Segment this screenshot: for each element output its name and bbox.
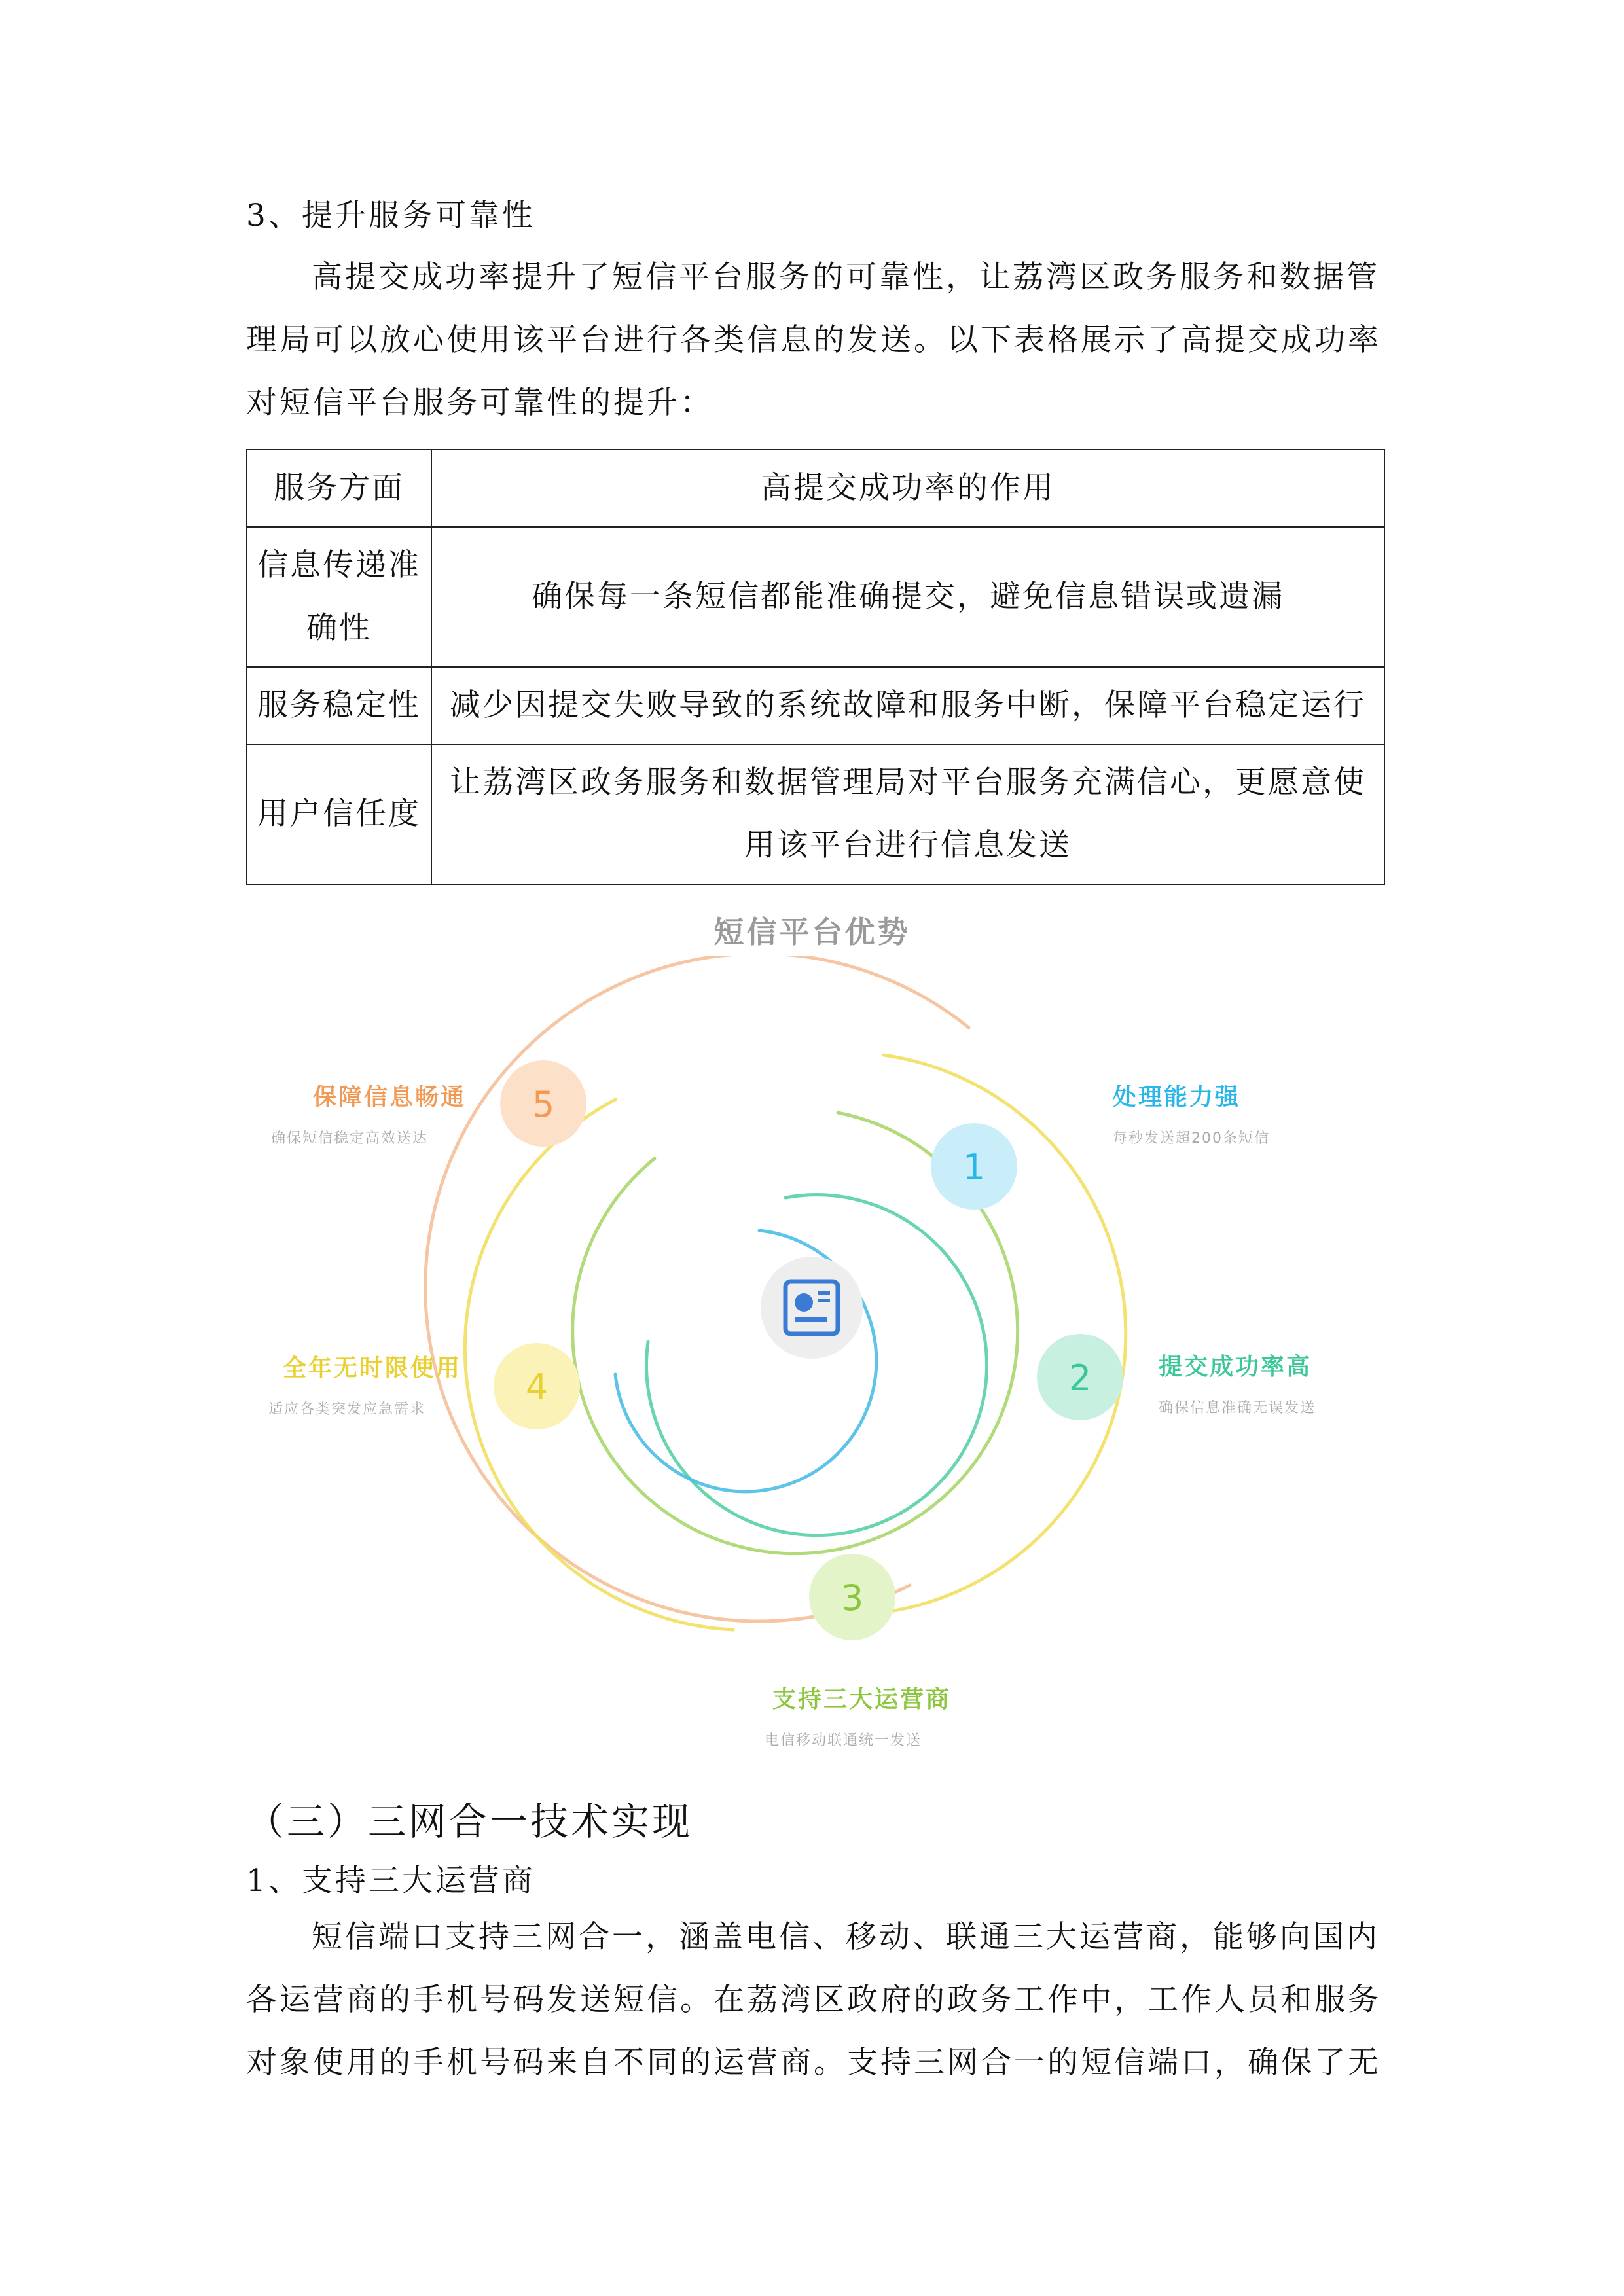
node-3-desc: 电信移动联通统一发送 xyxy=(765,1732,922,1749)
node-2-label: 提交成功率高 xyxy=(1159,1354,1312,1380)
table-row xyxy=(247,744,1384,884)
subheading-three-carriers: 1、支持三大运营商 xyxy=(246,1863,535,1899)
svg-text:5: 5 xyxy=(532,1084,555,1125)
paragraph-reliability: 高提交成功率提升了短信平台服务的可靠性，让荔湾区政务服务和数据管理局可以放心使用该平台进行各类信息的发送。以下表格展示了高提交成功率对短信平台服务可靠性的提升： xyxy=(246,259,1381,421)
table-cell: 减少因提交失败导致的系统故障和服务中断，保障平台稳定运行 xyxy=(431,667,1384,744)
section-heading-three-network: （三）三网合一技术实现 xyxy=(246,1799,693,1844)
table-cell: 让荔湾区政务服务和数据管理局对平台服务充满信心，更愿意使用该平台进行信息发送 xyxy=(431,744,1384,884)
table-cell: 信息传递准确性 xyxy=(247,527,431,667)
reliability-table xyxy=(246,449,1385,885)
table-cell: 用户信任度 xyxy=(247,744,431,884)
node-1-desc: 每秒发送超200条短信 xyxy=(1113,1130,1270,1147)
node-4-desc: 适应各类突发应急需求 xyxy=(268,1401,426,1418)
table-header-cell: 服务方面 xyxy=(247,450,431,527)
table-header-row xyxy=(247,450,1384,527)
table-cell: 确保每一条短信都能准确提交，避免信息错误或遗漏 xyxy=(431,527,1384,667)
node-5-label: 保障信息畅通 xyxy=(313,1084,467,1111)
svg-text:2: 2 xyxy=(1068,1357,1092,1399)
table-cell: 服务稳定性 xyxy=(247,667,431,744)
section-heading-reliability: 3、提升服务可靠性 xyxy=(246,198,535,234)
svg-text:1: 1 xyxy=(962,1147,986,1188)
node-1-label: 处理能力强 xyxy=(1113,1084,1241,1111)
node-2-desc: 确保信息准确无误发送 xyxy=(1159,1400,1316,1416)
node-4-label: 全年无时限使用 xyxy=(283,1355,462,1382)
center-badge xyxy=(761,1257,863,1359)
table-row xyxy=(247,667,1384,744)
node-4 xyxy=(494,1343,580,1429)
paragraph-three-network: 短信端口支持三网合一，涵盖电信、移动、联通三大运营商，能够向国内各运营商的手机号码发送短信。在荔湾区政府的政务工作中，工作人员和服务对象使用的手机号码来自不同的运营商。支持三网合一的短信端口，确保了无 xyxy=(246,1919,1381,2081)
node-3-label: 支持三大运营商 xyxy=(772,1686,952,1713)
node-1 xyxy=(931,1123,1017,1210)
node-5-desc: 确保短信稳定高效送达 xyxy=(271,1130,429,1147)
svg-text:3: 3 xyxy=(840,1577,864,1619)
diagram-title: 短信平台优势 xyxy=(713,914,911,950)
table-header-cell: 高提交成功率的作用 xyxy=(431,450,1384,527)
svg-text:4: 4 xyxy=(525,1367,549,1408)
node-3 xyxy=(809,1554,895,1640)
node-5 xyxy=(500,1060,586,1147)
node-2 xyxy=(1037,1334,1123,1420)
table-row xyxy=(247,527,1384,667)
